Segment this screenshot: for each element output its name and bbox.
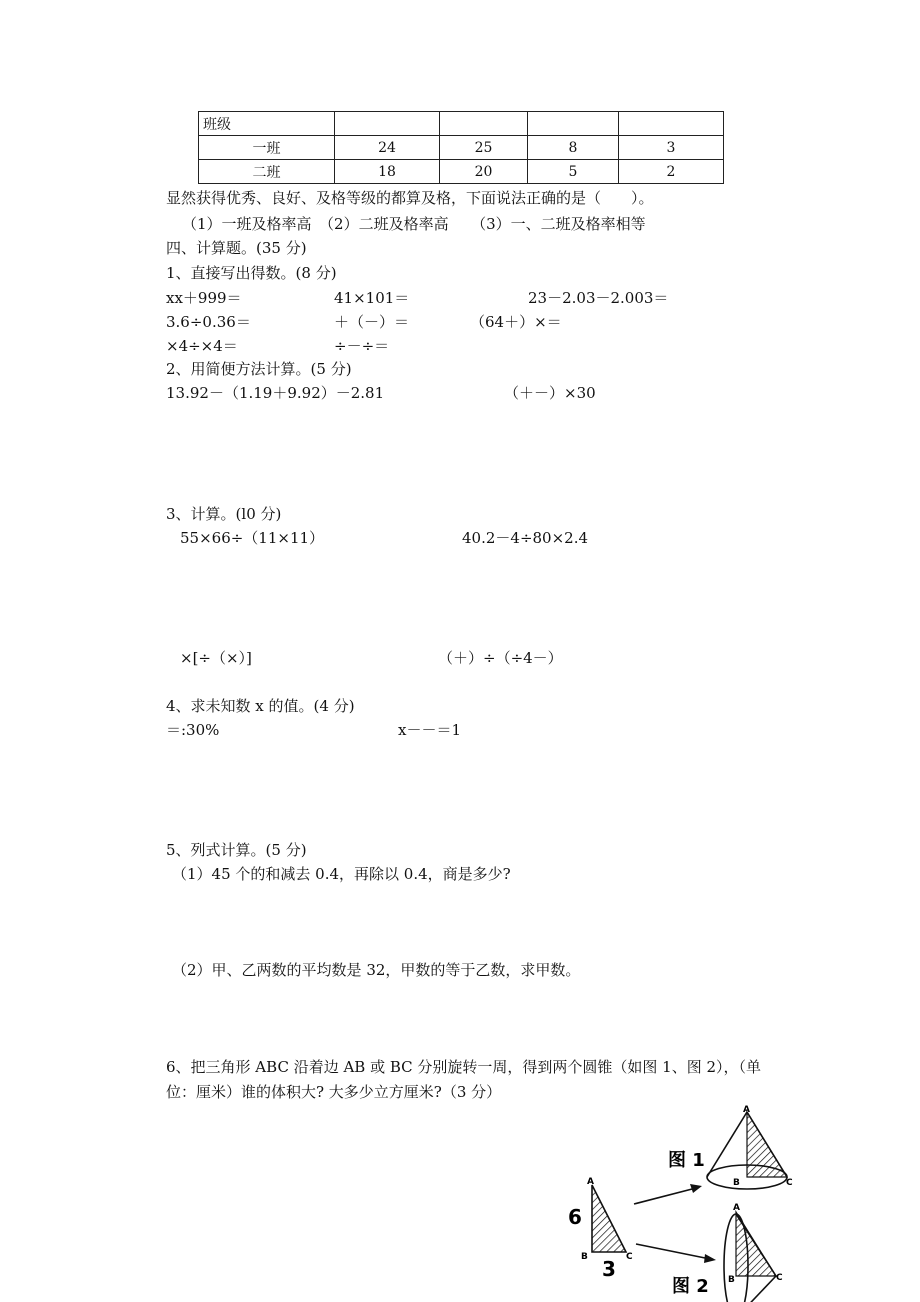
vertex-a-label: A xyxy=(587,1177,594,1187)
expression: xx＋999＝ xyxy=(166,289,242,307)
vertex-a-label: A xyxy=(733,1203,740,1213)
table-row xyxy=(199,136,724,160)
table-cell xyxy=(335,112,440,136)
row-name: 一班 xyxy=(199,136,335,160)
cone-figure-svg xyxy=(560,1100,920,1302)
table-cell: 24 xyxy=(335,136,440,160)
vertex-b-label: B xyxy=(581,1252,588,1262)
table-cell xyxy=(528,112,619,136)
side-bc-label: 3 xyxy=(602,1257,616,1281)
grade-table xyxy=(198,111,724,184)
table-cell: 3 xyxy=(619,136,724,160)
section-heading: 四、计算题。(35 分) xyxy=(166,239,307,257)
table-cell: 20 xyxy=(440,160,528,184)
expression: 41×101＝ xyxy=(334,289,410,307)
expression: （＋－）×30 xyxy=(504,384,596,402)
triangle-abc xyxy=(592,1185,626,1252)
vertex-b-label: B xyxy=(733,1178,740,1188)
cone-2 xyxy=(724,1212,776,1302)
expression: 55×66÷（11×11） xyxy=(180,529,325,547)
expression: （64＋）×＝ xyxy=(470,313,562,331)
options-text: （1）一班及格率高 （2）二班及格率高 （3）一、二班及格率相等 xyxy=(182,215,646,233)
vertex-b-label: B xyxy=(728,1275,735,1285)
expression: x－－＝1 xyxy=(398,721,462,739)
vertex-a-label: A xyxy=(743,1105,750,1115)
question-title: 5、列式计算。(5 分) xyxy=(166,841,307,859)
cone-figure xyxy=(560,1100,920,1302)
question-text: 位：厘米）谁的体积大? 大多少立方厘米?（3 分） xyxy=(166,1083,502,1101)
table-cell: 2 xyxy=(619,160,724,184)
vertex-c-label: C xyxy=(626,1252,633,1262)
figure-2-label: 图 2 xyxy=(672,1276,709,1297)
side-ab-label: 6 xyxy=(568,1205,582,1229)
arrow-to-figure-2 xyxy=(636,1244,716,1263)
expression: 13.92－（1.19＋9.92）－2.81 xyxy=(166,384,385,402)
table-cell: 18 xyxy=(335,160,440,184)
vertex-c-label: C xyxy=(776,1273,783,1283)
table-cell: 8 xyxy=(528,136,619,160)
table-row xyxy=(199,112,724,136)
question-title: 1、直接写出得数。(8 分) xyxy=(166,264,337,282)
statement-text: 显然获得优秀、良好、及格等级的都算及格，下面说法正确的是（ ）。 xyxy=(166,189,654,207)
question-text: 6、把三角形 ABC 沿着边 AB 或 BC 分别旋转一周，得到两个圆锥（如图 1、图 2），（单 xyxy=(166,1058,762,1076)
expression: ＝:30% xyxy=(166,721,220,739)
question-title: 4、求未知数 x 的值。(4 分) xyxy=(166,697,355,715)
vertex-c-label: C xyxy=(786,1178,793,1188)
expression: ÷－÷＝ xyxy=(334,337,390,355)
expression: ×[÷（×）] xyxy=(180,649,252,667)
row-name: 二班 xyxy=(199,160,335,184)
table-cell xyxy=(619,112,724,136)
arrow-to-figure-1 xyxy=(634,1184,702,1204)
expression: （＋）÷（÷4－） xyxy=(438,649,563,667)
expression: ×4÷×4＝ xyxy=(166,337,238,355)
question-title: 2、用简便方法计算。(5 分) xyxy=(166,360,352,378)
table-cell: 5 xyxy=(528,160,619,184)
expression: 40.2－4÷80×2.4 xyxy=(462,529,589,547)
table-header-class: 班级 xyxy=(199,112,335,136)
figure-1-label: 图 1 xyxy=(668,1150,705,1171)
expression: 23－2.03－2.003＝ xyxy=(528,289,669,307)
cone-1 xyxy=(707,1112,787,1189)
table-cell: 25 xyxy=(440,136,528,160)
table-row xyxy=(199,160,724,184)
expression: 3.6÷0.36＝ xyxy=(166,313,251,331)
table-cell xyxy=(440,112,528,136)
sub-question: （1）45 个的和减去 0.4，再除以 0.4，商是多少? xyxy=(172,865,511,883)
question-title: 3、计算。(l0 分) xyxy=(166,505,282,523)
expression: ＋（－）＝ xyxy=(334,313,410,331)
sub-question: （2）甲、乙两数的平均数是 32，甲数的等于乙数，求甲数。 xyxy=(172,961,581,979)
